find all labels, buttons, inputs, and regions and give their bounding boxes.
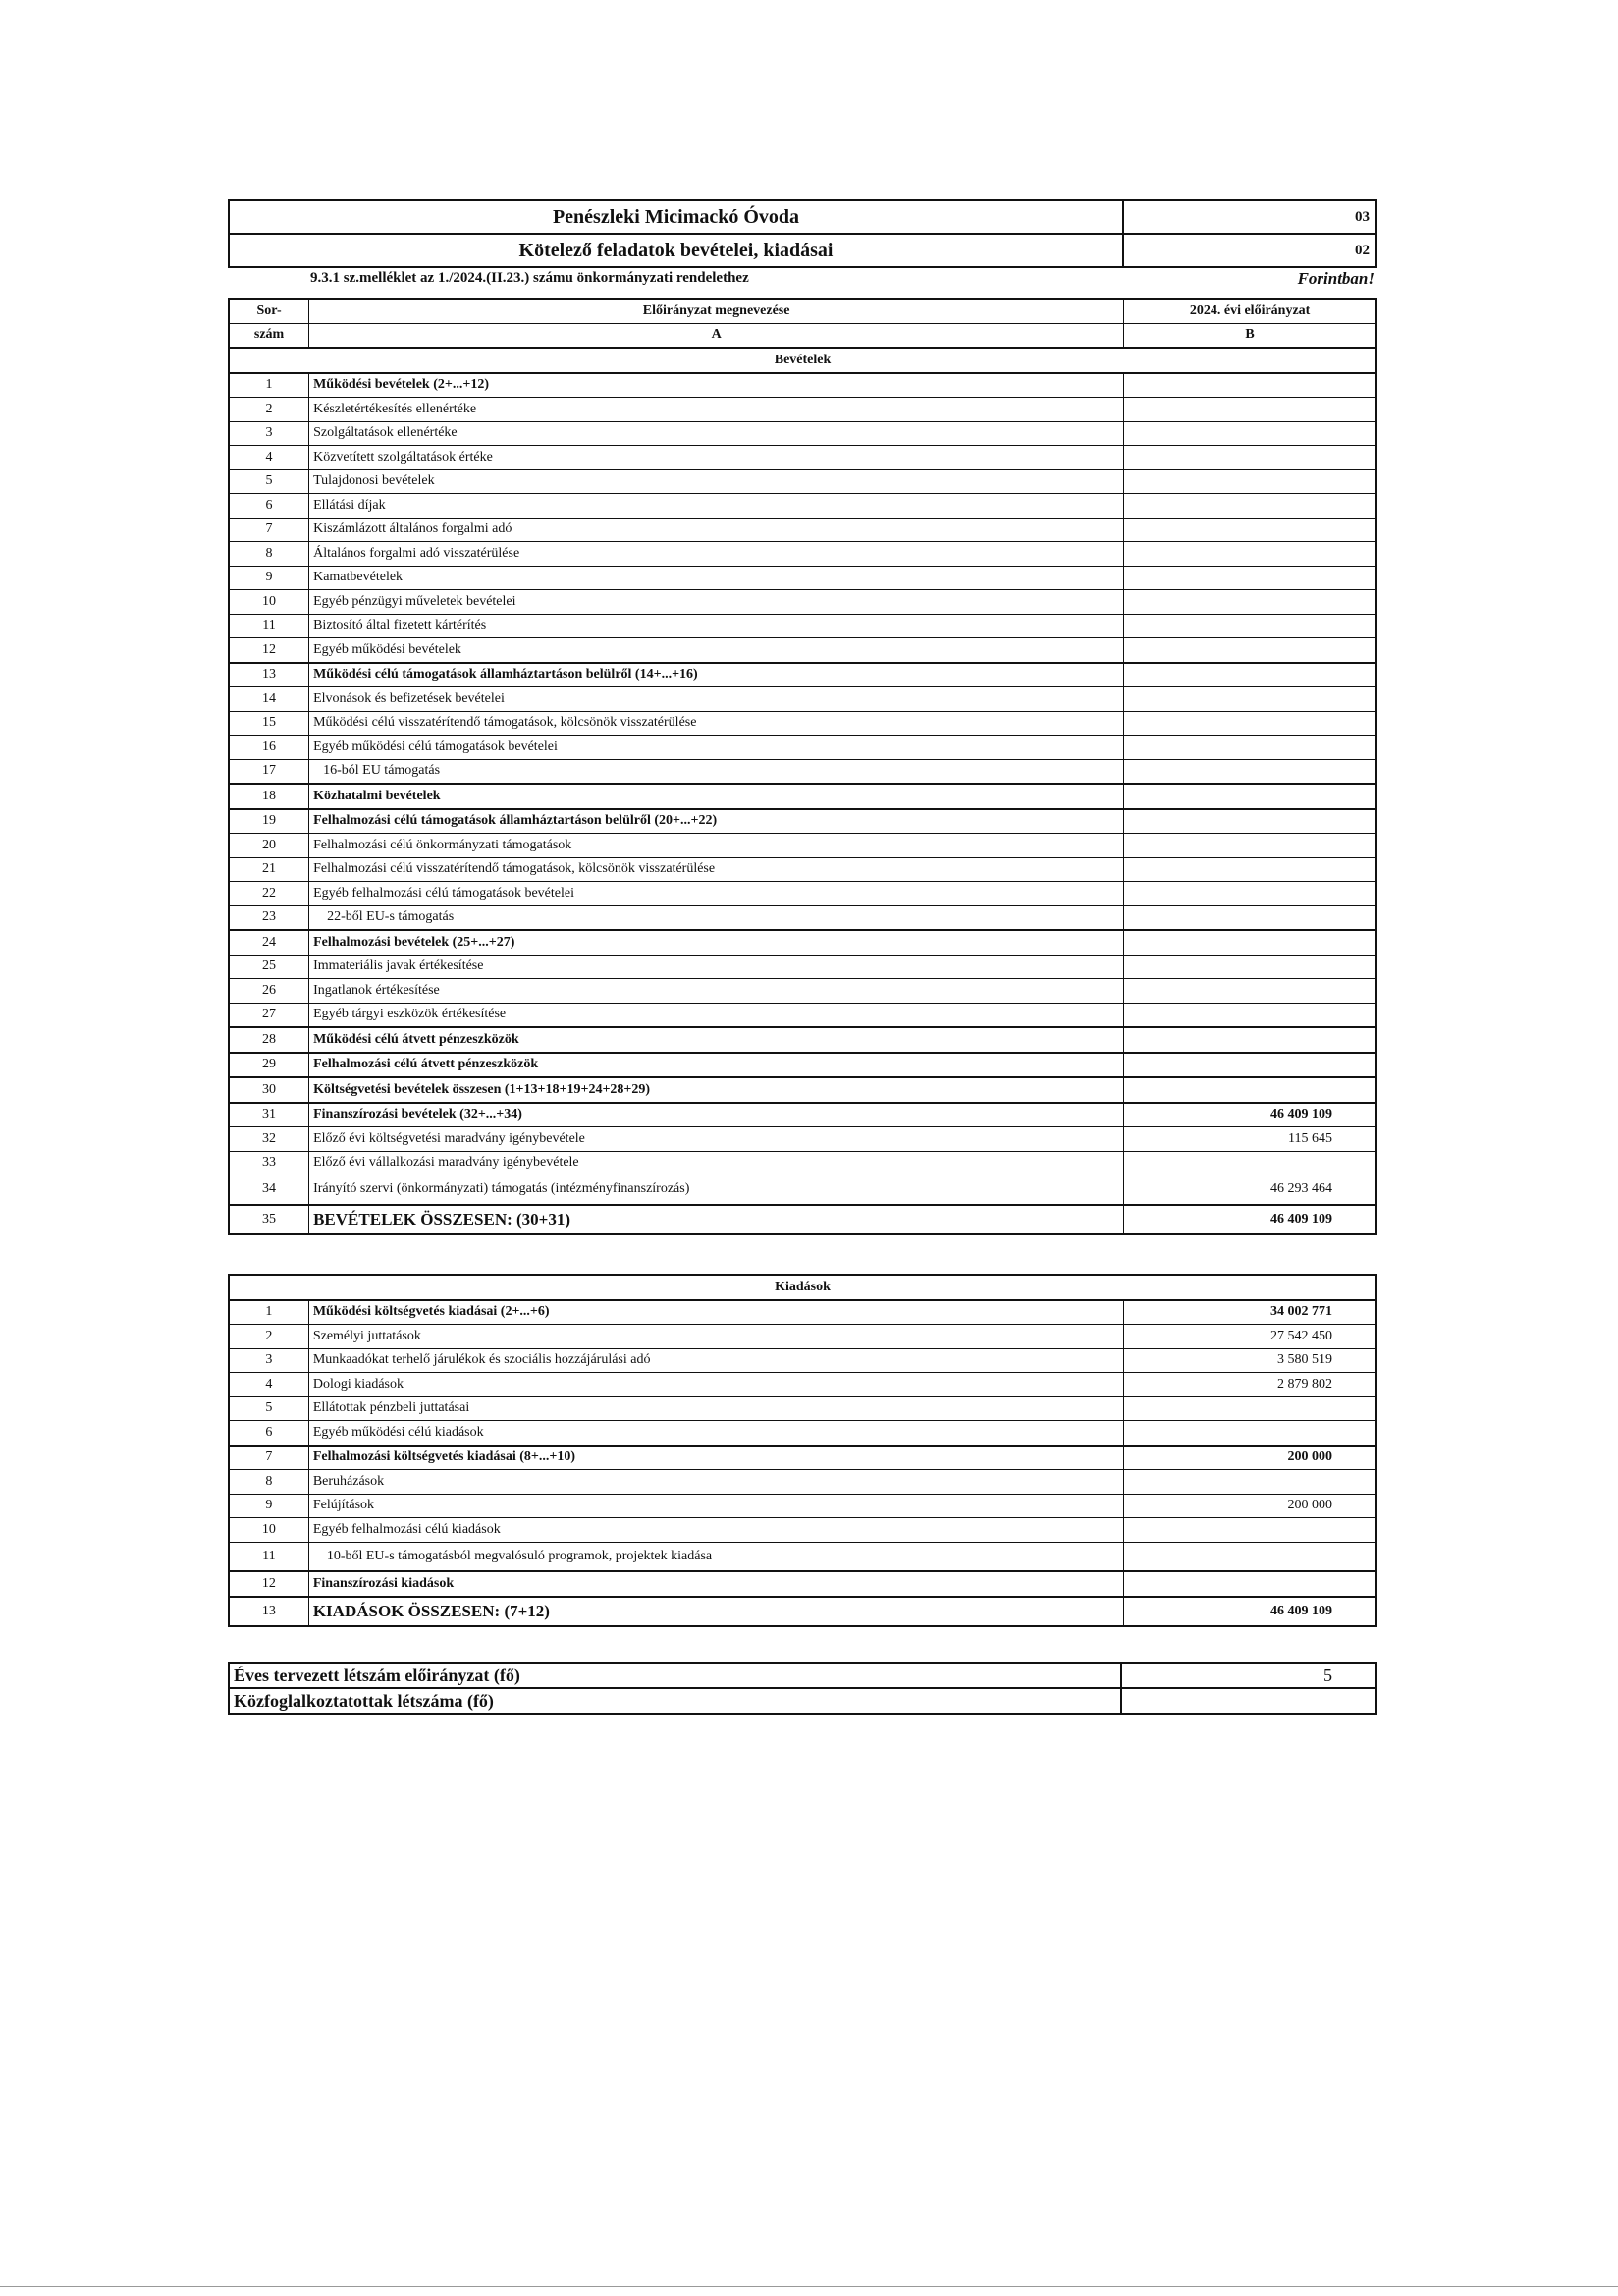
revenue-row-number: 10 [229,590,309,615]
expense-row [229,1325,1376,1349]
revenue-row-value [1124,373,1376,398]
expense-row-value [1124,1571,1376,1597]
revenue-row [229,687,1376,712]
revenue-row-number: 12 [229,638,309,663]
revenue-row-value: 46 409 109 [1124,1205,1376,1234]
revenue-row [229,494,1376,519]
revenue-row-number: 13 [229,663,309,687]
revenue-row-label: Általános forgalmi adó visszatérülése [309,542,1124,567]
scan-edge-line [0,2286,1618,2287]
expense-row-label: Személyi juttatások [308,1325,1124,1349]
revenue-section-title: Bevételek [229,348,1376,373]
revenue-row-value [1124,421,1376,446]
expense-row-label: Ellátottak pénzbeli juttatásai [308,1396,1124,1421]
revenue-row [229,1003,1376,1027]
expense-row [229,1494,1376,1518]
expense-row-label: KIADÁSOK ÖSSZESEN: (7+12) [308,1597,1124,1626]
revenue-row-number: 19 [229,809,309,834]
revenue-row-number: 5 [229,469,309,494]
revenue-row-number: 14 [229,687,309,712]
expense-row [229,1446,1376,1470]
revenue-row-value [1124,857,1376,882]
revenue-row-number: 7 [229,518,309,542]
expense-row-number: 5 [229,1396,308,1421]
revenue-row-number: 21 [229,857,309,882]
expense-row-value: 200 000 [1124,1446,1376,1470]
col-desc-letter: A [309,323,1124,348]
revenue-row [229,930,1376,955]
headcount-planned-value: 5 [1121,1663,1376,1688]
revenue-row [229,542,1376,567]
headcount-public-work-row [229,1688,1376,1714]
revenue-row-number: 22 [229,882,309,906]
revenue-row-value [1124,759,1376,784]
revenue-row-value: 115 645 [1124,1127,1376,1152]
expense-row [229,1518,1376,1543]
revenue-row-number: 24 [229,930,309,955]
expense-row [229,1597,1376,1626]
expense-section-title: Kiadások [229,1275,1376,1300]
revenue-row-label: Kiszámlázott általános forgalmi adó [309,518,1124,542]
revenue-row [229,1103,1376,1127]
expense-row-number: 11 [229,1542,308,1571]
revenue-row [229,446,1376,470]
revenue-row-value [1124,1003,1376,1027]
revenue-row-label: Egyéb működési célú támogatások bevételei [309,736,1124,760]
revenue-row-number: 17 [229,759,309,784]
revenue-row-number: 6 [229,494,309,519]
revenue-row-number: 30 [229,1077,309,1103]
revenue-row [229,711,1376,736]
revenue-row [229,882,1376,906]
revenue-row-value [1124,882,1376,906]
revenue-row-label: Felhalmozási célú átvett pénzeszközök [309,1053,1124,1078]
revenue-row [229,955,1376,979]
revenue-row [229,518,1376,542]
expense-row-value [1124,1470,1376,1495]
revenue-row-value [1124,930,1376,955]
revenue-row-value [1124,1027,1376,1053]
revenue-table [228,298,1377,1235]
revenue-row-number: 3 [229,421,309,446]
revenue-row [229,736,1376,760]
revenue-rows [229,373,1376,1234]
revenue-row-label: Egyéb tárgyi eszközök értékesítése [309,1003,1124,1027]
expense-rows [229,1300,1376,1626]
headcount-planned-row [229,1663,1376,1688]
org-name: Penészleki Micimackó Óvoda [229,200,1123,234]
headcount-public-work-label: Közfoglalkoztatottak létszáma (fő) [229,1688,1121,1714]
revenue-row-value [1124,905,1376,930]
expense-row-number: 4 [229,1373,308,1397]
revenue-section-row [229,348,1376,373]
revenue-row-number: 8 [229,542,309,567]
revenue-row-value [1124,518,1376,542]
revenue-row-value [1124,784,1376,809]
expense-row-label: Felújítások [308,1494,1124,1518]
expense-row-value: 3 580 519 [1124,1348,1376,1373]
revenue-row-label: Felhalmozási célú visszatérítendő támogatások, kölcsönök visszatérülése [309,857,1124,882]
revenue-row-number: 1 [229,373,309,398]
revenue-row-value [1124,638,1376,663]
revenue-row-label: BEVÉTELEK ÖSSZESEN: (30+31) [309,1205,1124,1234]
revenue-row [229,905,1376,930]
expense-row-number: 8 [229,1470,308,1495]
expense-row-value [1124,1396,1376,1421]
revenue-row-label: Egyéb felhalmozási célú támogatások bevételei [309,882,1124,906]
expense-row-number: 7 [229,1446,308,1470]
revenue-row-label: Költségvetési bevételek összesen (1+13+18+19+24+28+29) [309,1077,1124,1103]
revenue-row [229,1027,1376,1053]
revenue-row-label: Egyéb működési bevételek [309,638,1124,663]
revenue-row-label: Biztosító által fizetett kártérítés [309,614,1124,638]
expense-row-label: Működési költségvetés kiadásai (2+...+6) [308,1300,1124,1325]
revenue-row-label: Felhalmozási bevételek (25+...+27) [309,930,1124,955]
org-code: 03 [1123,200,1376,234]
revenue-row-value: 46 409 109 [1124,1103,1376,1127]
expense-row-value [1124,1518,1376,1543]
revenue-row [229,1053,1376,1078]
expense-row-label: Felhalmozási költségvetés kiadásai (8+...+10) [308,1446,1124,1470]
expense-row [229,1348,1376,1373]
revenue-row-number: 33 [229,1151,309,1175]
revenue-row-label: Működési célú visszatérítendő támogatások, kölcsönök visszatérülése [309,711,1124,736]
revenue-row [229,784,1376,809]
revenue-row-label: Felhalmozási célú önkormányzati támogatások [309,834,1124,858]
revenue-row [229,663,1376,687]
revenue-row-value [1124,979,1376,1004]
revenue-row-number: 15 [229,711,309,736]
expense-table [228,1274,1377,1627]
expense-section-row [229,1275,1376,1300]
currency-note: Forintban! [1297,269,1375,288]
revenue-row [229,1151,1376,1175]
column-header-row [229,299,1376,323]
col-desc-header: Előirányzat megnevezése [309,299,1124,323]
expense-row-value: 200 000 [1124,1494,1376,1518]
expense-row-value [1124,1421,1376,1446]
expense-row-number: 10 [229,1518,308,1543]
expense-row-label: Dologi kiadások [308,1373,1124,1397]
revenue-row-number: 4 [229,446,309,470]
revenue-row-value [1124,834,1376,858]
title-code: 02 [1123,234,1376,267]
revenue-row-label: Egyéb pénzügyi műveletek bevételei [309,590,1124,615]
revenue-row [229,1127,1376,1152]
revenue-row-value [1124,542,1376,567]
headcount-planned-label: Éves tervezett létszám előirányzat (fő) [229,1663,1121,1688]
col-no-header: Sor- [229,299,309,323]
revenue-row-number: 16 [229,736,309,760]
expense-row-value: 27 542 450 [1124,1325,1376,1349]
revenue-row-number: 18 [229,784,309,809]
document-header [228,199,1377,268]
expense-row [229,1470,1376,1495]
revenue-row-number: 26 [229,979,309,1004]
revenue-row-label: Előző évi költségvetési maradvány igénybevétele [309,1127,1124,1152]
expense-row-label: Munkaadókat terhelő járulékok és szociális hozzájárulási adó [308,1348,1124,1373]
revenue-row [229,421,1376,446]
revenue-row-value [1124,736,1376,760]
revenue-row-label: Ingatlanok értékesítése [309,979,1124,1004]
expense-row-label: Egyéb felhalmozási célú kiadások [308,1518,1124,1543]
revenue-row-value [1124,1053,1376,1078]
revenue-row-label: 22-ből EU-s támogatás [309,905,1124,930]
column-letter-row [229,323,1376,348]
revenue-row-value [1124,446,1376,470]
revenue-row-value [1124,614,1376,638]
expense-row [229,1396,1376,1421]
expense-row-label: 10-ből EU-s támogatásból megvalósuló programok, projektek kiadása [308,1542,1124,1571]
expense-row-label: Beruházások [308,1470,1124,1495]
revenue-row-value [1124,809,1376,834]
expense-row-value: 34 002 771 [1124,1300,1376,1325]
revenue-row-number: 34 [229,1175,309,1205]
revenue-row [229,834,1376,858]
revenue-row-value [1124,494,1376,519]
revenue-row-value [1124,711,1376,736]
revenue-row-number: 28 [229,1027,309,1053]
revenue-row-label: Szolgáltatások ellenértéke [309,421,1124,446]
revenue-row [229,638,1376,663]
revenue-row-value [1124,687,1376,712]
revenue-row-value [1124,663,1376,687]
revenue-row-value [1124,469,1376,494]
expense-row-value: 46 409 109 [1124,1597,1376,1626]
expense-row-value: 2 879 802 [1124,1373,1376,1397]
revenue-row-number: 9 [229,566,309,590]
expense-row [229,1421,1376,1446]
revenue-row-number: 29 [229,1053,309,1078]
expense-row-number: 9 [229,1494,308,1518]
revenue-row-label: Készletértékesítés ellenértéke [309,398,1124,422]
revenue-row-number: 20 [229,834,309,858]
expense-row-number: 6 [229,1421,308,1446]
revenue-row-label: Működési célú támogatások államháztartáson belülről (14+...+16) [309,663,1124,687]
expense-row-value [1124,1542,1376,1571]
revenue-row [229,398,1376,422]
expense-row-number: 13 [229,1597,308,1626]
revenue-row-label: Ellátási díjak [309,494,1124,519]
expense-row-number: 2 [229,1325,308,1349]
revenue-row-label: Tulajdonosi bevételek [309,469,1124,494]
revenue-row-number: 27 [229,1003,309,1027]
revenue-row [229,373,1376,398]
revenue-row [229,759,1376,784]
expense-row [229,1571,1376,1597]
document-title: Kötelező feladatok bevételei, kiadásai [229,234,1123,267]
revenue-row-number: 32 [229,1127,309,1152]
headcount-table [228,1662,1377,1715]
revenue-row-label: Immateriális javak értékesítése [309,955,1124,979]
revenue-row-value [1124,955,1376,979]
revenue-row-number: 35 [229,1205,309,1234]
revenue-row [229,1077,1376,1103]
expense-row [229,1300,1376,1325]
revenue-row [229,857,1376,882]
revenue-row-value [1124,590,1376,615]
revenue-row-number: 11 [229,614,309,638]
revenue-row [229,566,1376,590]
revenue-row [229,979,1376,1004]
expense-row-label: Finanszírozási kiadások [308,1571,1124,1597]
expense-row-number: 12 [229,1571,308,1597]
col-no-header-2: szám [229,323,309,348]
revenue-row-value [1124,398,1376,422]
expense-row [229,1373,1376,1397]
revenue-row-value [1124,1151,1376,1175]
revenue-row-label: Előző évi vállalkozási maradvány igénybevétele [309,1151,1124,1175]
revenue-row-label: Elvonások és befizetések bevételei [309,687,1124,712]
revenue-row-label: Működési bevételek (2+...+12) [309,373,1124,398]
revenue-row-label: Felhalmozási célú támogatások államháztartáson belülről (20+...+22) [309,809,1124,834]
revenue-row-number: 23 [229,905,309,930]
revenue-row-value [1124,566,1376,590]
revenue-row-label: Működési célú átvett pénzeszközök [309,1027,1124,1053]
revenue-row-number: 2 [229,398,309,422]
expense-row [229,1542,1376,1571]
col-value-header: 2024. évi előirányzat [1124,299,1376,323]
revenue-row-value [1124,1077,1376,1103]
revenue-row-number: 31 [229,1103,309,1127]
annex-note: 9.3.1 sz.melléklet az 1./2024.(II.23.) számu önkormányzati rendelethez [310,270,749,286]
revenue-row [229,614,1376,638]
revenue-row-label: Közhatalmi bevételek [309,784,1124,809]
revenue-row [229,1175,1376,1205]
revenue-row-label: 16-ból EU támogatás [309,759,1124,784]
revenue-row-label: Kamatbevételek [309,566,1124,590]
headcount-public-work-value [1121,1688,1376,1714]
col-value-letter: B [1124,323,1376,348]
revenue-row [229,1205,1376,1234]
revenue-row [229,469,1376,494]
revenue-row-number: 25 [229,955,309,979]
revenue-row [229,590,1376,615]
expense-row-number: 3 [229,1348,308,1373]
revenue-row-value: 46 293 464 [1124,1175,1376,1205]
expense-row-number: 1 [229,1300,308,1325]
revenue-row-label: Közvetített szolgáltatások értéke [309,446,1124,470]
expense-row-label: Egyéb működési célú kiadások [308,1421,1124,1446]
revenue-row-label: Finanszírozási bevételek (32+...+34) [309,1103,1124,1127]
revenue-row-label: Irányító szervi (önkormányzati) támogatás (intézményfinanszírozás) [309,1175,1124,1205]
revenue-row [229,809,1376,834]
